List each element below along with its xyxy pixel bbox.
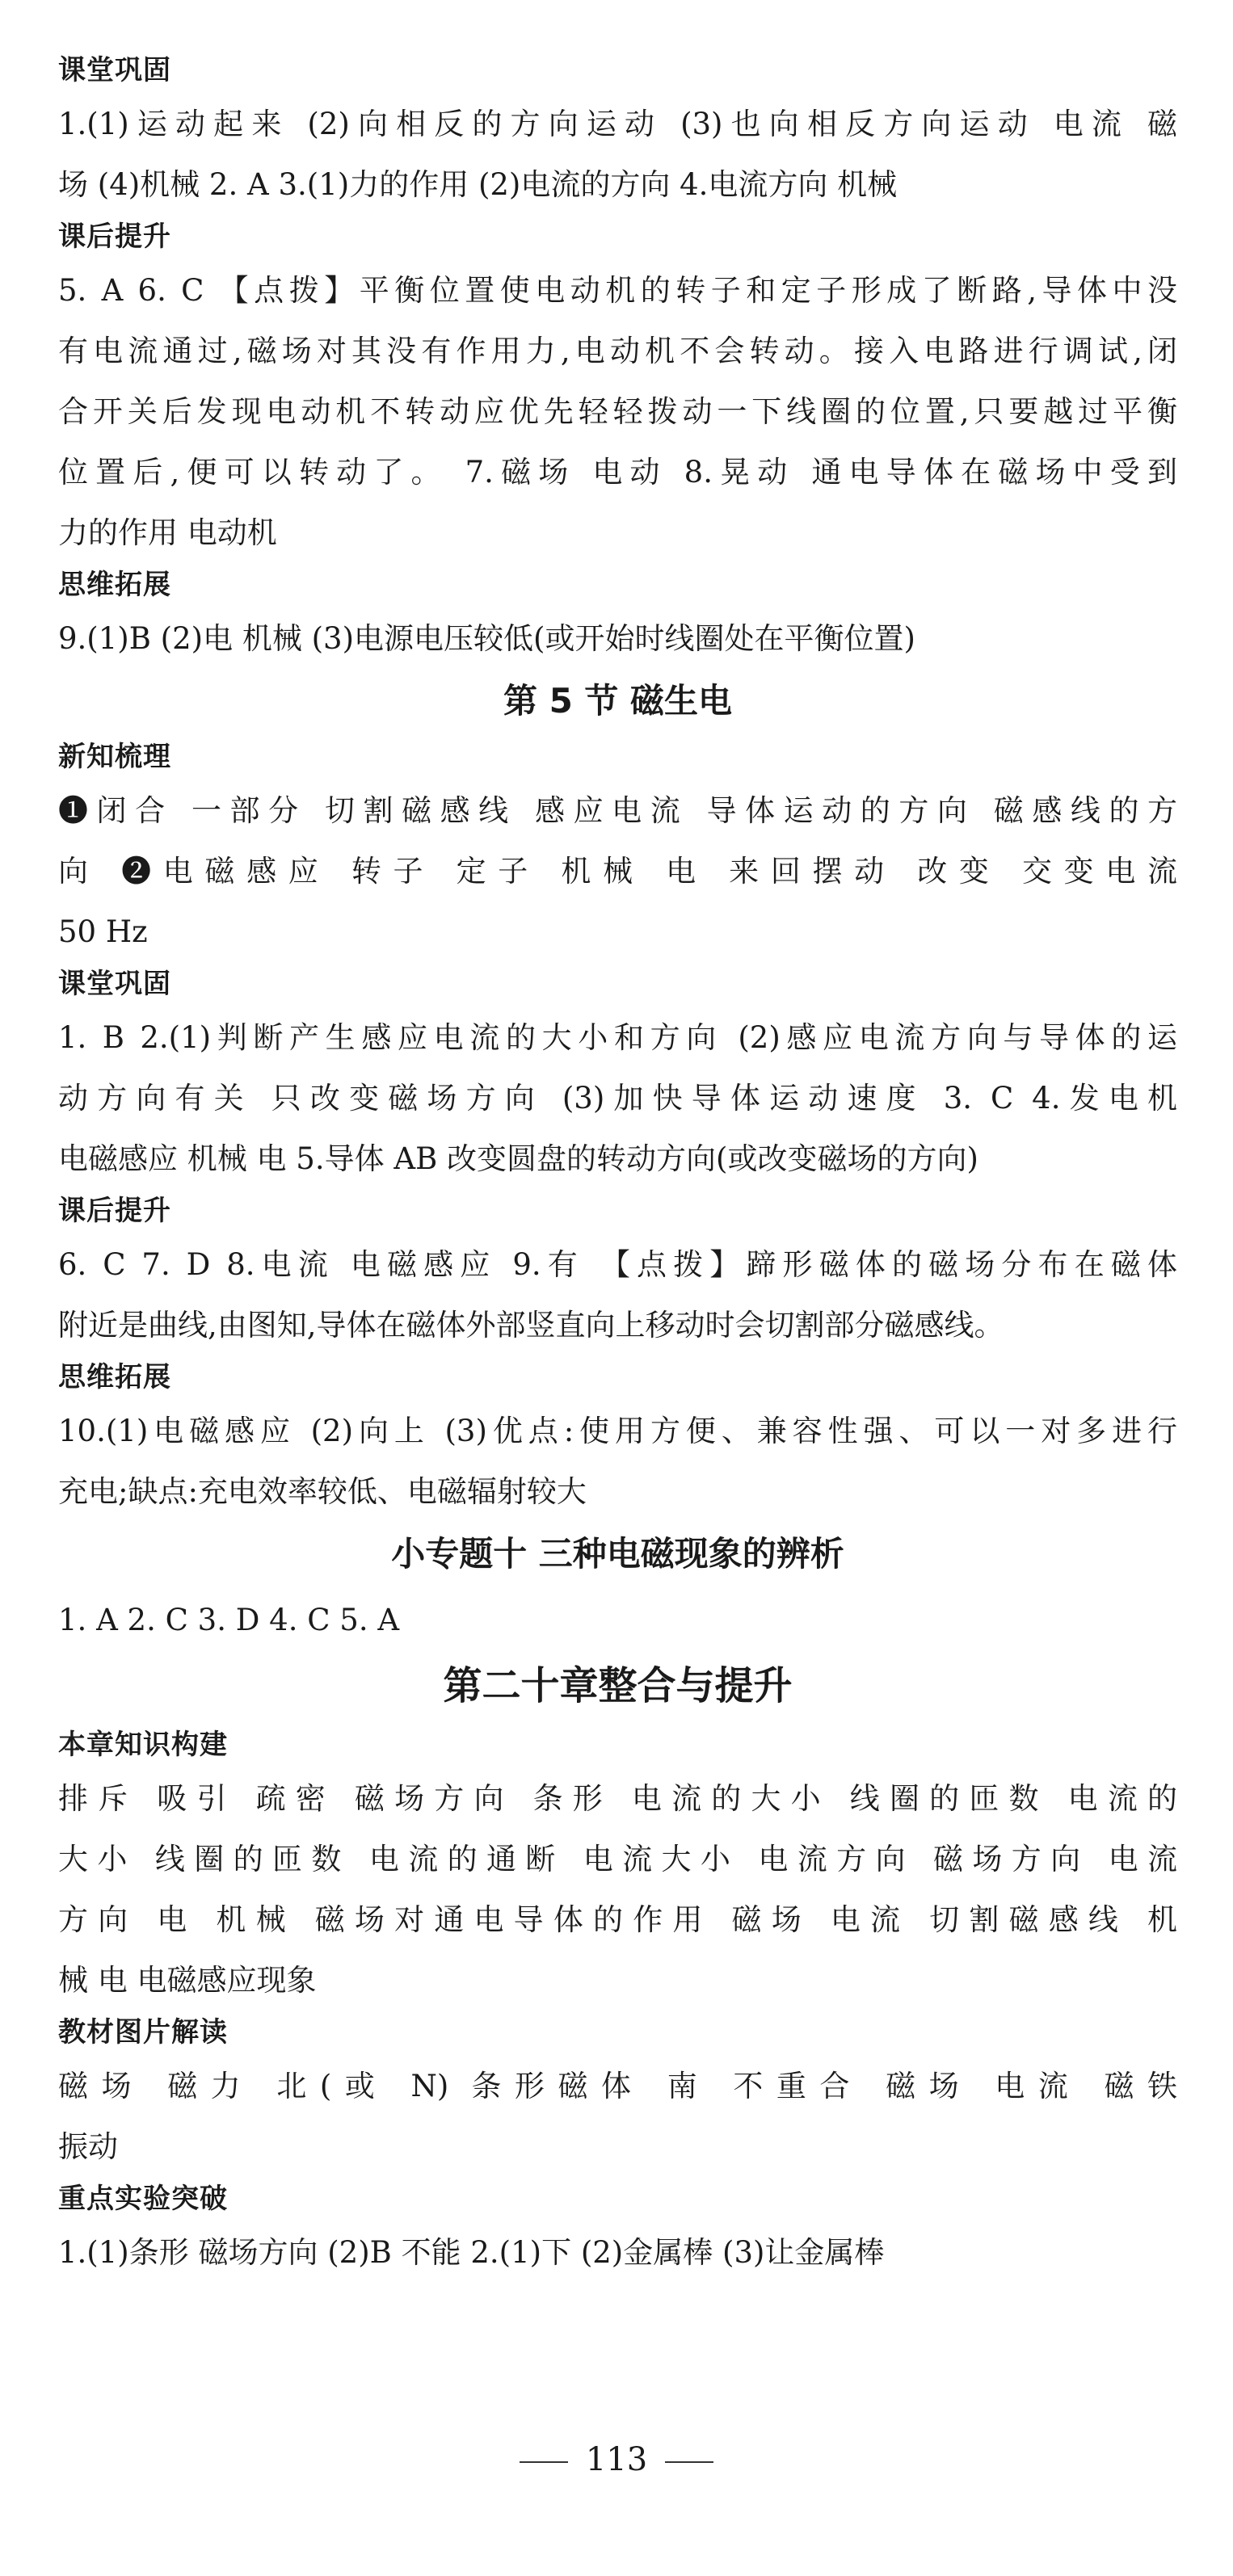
page-number-footer [0, 2439, 1233, 2480]
answer-paragraph [58, 94, 1177, 215]
answer-line: 充电;缺点:充电效率较低、电磁辐射较大 [58, 1474, 587, 1509]
footer-dash-left [520, 2461, 568, 2463]
section-heading: 本章知识构建 [58, 1729, 228, 1761]
answer-paragraph [58, 1590, 1177, 1650]
footer-dash-right [665, 2461, 713, 2463]
answer-line: 位置后,便可以转动了。 7.磁场 电动 8.晃动 通电导体在磁场中受到 [58, 455, 1177, 490]
answer-line: 大小 线圈的匝数 电流的通断 电流大小 电流方向 磁场方向 电流 [58, 1842, 1177, 1876]
answer-line: 振动 [58, 2129, 118, 2164]
answer-line: 9.(1)B (2)电 机械 (3)电源电压较低(或开始时线圈处在平衡位置) [58, 621, 915, 656]
answer-paragraph [58, 1007, 1177, 1189]
answer-paragraph [58, 260, 1177, 563]
answer-line: 有电流通过,磁场对其没有作用力,电动机不会转动。接入电路进行调试,闭 [58, 334, 1177, 368]
answer-paragraph [58, 780, 1177, 962]
answer-line: 磁场 磁力 北(或 N) 条形磁体 南 不重合 磁场 电流 磁铁 [58, 2069, 1177, 2103]
answer-line: 械 电 电磁感应现象 [58, 1963, 317, 1998]
answer-paragraph [58, 2056, 1177, 2177]
answer-paragraph [58, 2222, 1177, 2283]
answer-line: 5. A 6. C 【点拨】平衡位置使电动机的转子和定子形成了断路,导体中没 [58, 273, 1177, 308]
answer-line: 方向 电 机械 磁场对通电导体的作用 磁场 电流 切割磁感线 机 [58, 1902, 1177, 1937]
answer-line: 10.(1)电磁感应 (2)向上 (3)优点:使用方便、兼容性强、可以一对多进行 [58, 1414, 1177, 1448]
section-heading: 教材图片解读 [58, 2016, 228, 2049]
answer-line: 向 ❷电磁感应 转子 定子 机械 电 来回摆动 改变 交变电流 [58, 854, 1177, 889]
section-heading: 思维拓展 [58, 1361, 171, 1393]
answer-line: 6. C 7. D 8.电流 电磁感应 9.有 【点拨】蹄形磁体的磁场分布在磁体 [58, 1247, 1177, 1282]
answer-paragraph [58, 608, 1177, 669]
answer-line: 1.(1)条形 磁场方向 (2)B 不能 2.(1)下 (2)金属棒 (3)让金属棒 [58, 2235, 885, 2270]
answer-line: ❶闭合 一部分 切割磁感线 感应电流 导体运动的方向 磁感线的方 [58, 793, 1177, 828]
section-heading: 课后提升 [58, 221, 171, 253]
section-heading: 课堂巩固 [58, 968, 171, 1000]
section-heading: 新知梳理 [58, 741, 171, 773]
answer-line: 场 (4)机械 2. A 3.(1)力的作用 (2)电流的方向 4.电流方向 机械 [58, 167, 898, 202]
section-heading: 思维拓展 [58, 569, 171, 601]
answer-line: 1. A 2. C 3. D 4. C 5. A [58, 1603, 400, 1637]
answer-line: 动方向有关 只改变磁场方向 (3)加快导体运动速度 3. C 4.发电机 [58, 1081, 1177, 1116]
chapter-title: 第二十章整合与提升 [443, 1663, 793, 1708]
answer-paragraph [58, 1234, 1177, 1355]
answer-line: 合开关后发现电动机不转动应优先轻轻拨动一下线圈的位置,只要越过平衡 [58, 394, 1177, 429]
answer-line: 1.(1)运动起来 (2)向相反的方向运动 (3)也向相反方向运动 电流 磁 [58, 107, 1177, 141]
answer-page [58, 48, 1177, 2283]
answer-line: 1. B 2.(1)判断产生感应电流的大小和方向 (2)感应电流方向与导体的运 [58, 1020, 1177, 1055]
answer-line: 电磁感应 机械 电 5.导体 AB 改变圆盘的转动方向(或改变磁场的方向) [58, 1141, 978, 1176]
section-heading: 重点实验突破 [58, 2183, 228, 2215]
chapter-title: 小专题十 三种电磁现象的辨析 [391, 1534, 844, 1574]
section-heading: 课后提升 [58, 1195, 171, 1227]
answer-line: 附近是曲线,由图知,导体在磁体外部竖直向上移动时会切割部分磁感线。 [58, 1308, 1004, 1343]
section-heading: 课堂巩固 [58, 54, 171, 86]
answer-paragraph [58, 1768, 1177, 2011]
answer-paragraph [58, 1401, 1177, 1522]
answer-line: 50 Hz [58, 914, 148, 949]
answer-line: 力的作用 电动机 [58, 515, 277, 550]
answer-line: 排斥 吸引 疏密 磁场方向 条形 电流的大小 线圈的匝数 电流的 [58, 1781, 1177, 1816]
chapter-title: 第 5 节 磁生电 [503, 681, 733, 721]
page-number: 113 [585, 2441, 648, 2478]
